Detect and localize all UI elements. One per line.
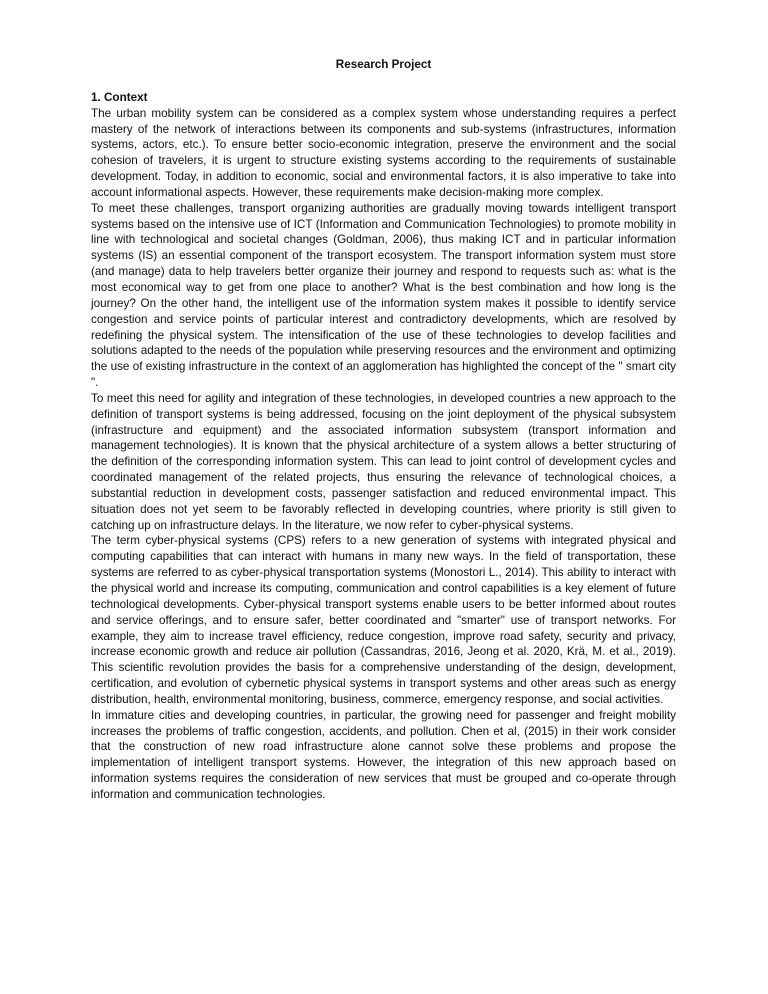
paragraph-1: The urban mobility system can be considered as a complex system whose understanding requires a perfect mastery of the network of interactions between its components and sub-systems (infrastructures, information systems, actors, etc.). To ensure better socio-economic integration, preserve the environment and the social cohesion of travelers, it is urgent to structure existing systems according to the requirements of sustainable development. Today, in addition to economic, social and environmental factors, it is also imperative to take into account informational aspects. However, these requirements make decision-making more complex. [91,106,676,199]
section-heading: 1. Context [91,90,148,104]
paragraph-2: To meet these challenges, transport organizing authorities are gradually moving towards intelligent transport systems based on the intensive use of ICT (Information and Communication Technologies) to promote mobility in line with technological and societal changes (Goldman, 2006), thus making ICT and in particular information systems (IS) an essential component of the transport ecosystem. The transport information system must store (and manage) data to help travelers better organize their journey and respond to requests such as: what is the most economical way to get from one place to another? What is the best combination and how long is the journey? On the other hand, the intelligent use of the information system makes it possible to identify service congestion and service points of particular interest and contradictory developments, which are resolved by redefining the physical system. The intensification of the use of these technologies to develop facilities and solutions adapted to the needs of the population while preserving resources and the environment and optimizing the use of existing infrastructure in the context of an agglomeration has highlighted the concept of the " smart city ". [91,201,676,390]
paragraph-3: To meet this need for agility and integration of these technologies, in developed countries a new approach to the definition of transport systems is being addressed, focusing on the joint deployment of the physical subsystem (infrastructure and equipment) and the associated information subsystem (transport information and management technologies). It is known that the physical architecture of a system allows a better structuring of the definition of the corresponding information system. This can lead to joint control of development cycles and coordinated management of the related projects, thus ensuring the relevance of technological choices, a substantial reduction in development costs, passenger satisfaction and reduced environmental impact. This situation does not yet seem to be favorably reflected in developing countries, where priority is still given to catching up on infrastructure delays. In the literature, we now refer to cyber-physical systems. [91,391,676,532]
document-title: Research Project [335,58,432,71]
paragraph-4: The term cyber-physical systems (CPS) refers to a new generation of systems with integrated physical and computing capabilities that can interact with humans in many new ways. In the field of transportation, these systems are referred to as cyber-physical transportation systems (Monostori L., 2014). This ability to interact with the physical world and increase its computing, communication and control capabilities is a key element of future technological developments. Cyber-physical transport systems enable users to be better informed about routes and service offerings, and to ensure safer, better coordinated and "smarter" use of transport networks. For example, they aim to increase travel efficiency, reduce congestion, improve road safety, security and privacy, increase economic growth and reduce air pollution (Cassandras, 2016, Jeong et al. 2020, Krä, M. et al., 2019). This scientific revolution provides the basis for a comprehensive understanding of the design, development, certification, and evolution of cybernetic physical systems in transport systems and other areas such as energy distribution, health, environmental monitoring, business, commerce, emergency response, and social activities. [91,534,676,706]
paragraph-5: In immature cities and developing countries, in particular, the growing need for passenger and freight mobility increases the problems of traffic congestion, accidents, and pollution. Chen et al, (2015) in their work consider that the construction of new road infrastructure alone cannot solve these problems and propose the implementation of intelligent transport systems. However, the integration of this new approach based on information systems requires the consideration of new services that must be grouped and co-operate through information and communication technologies. [91,708,676,801]
